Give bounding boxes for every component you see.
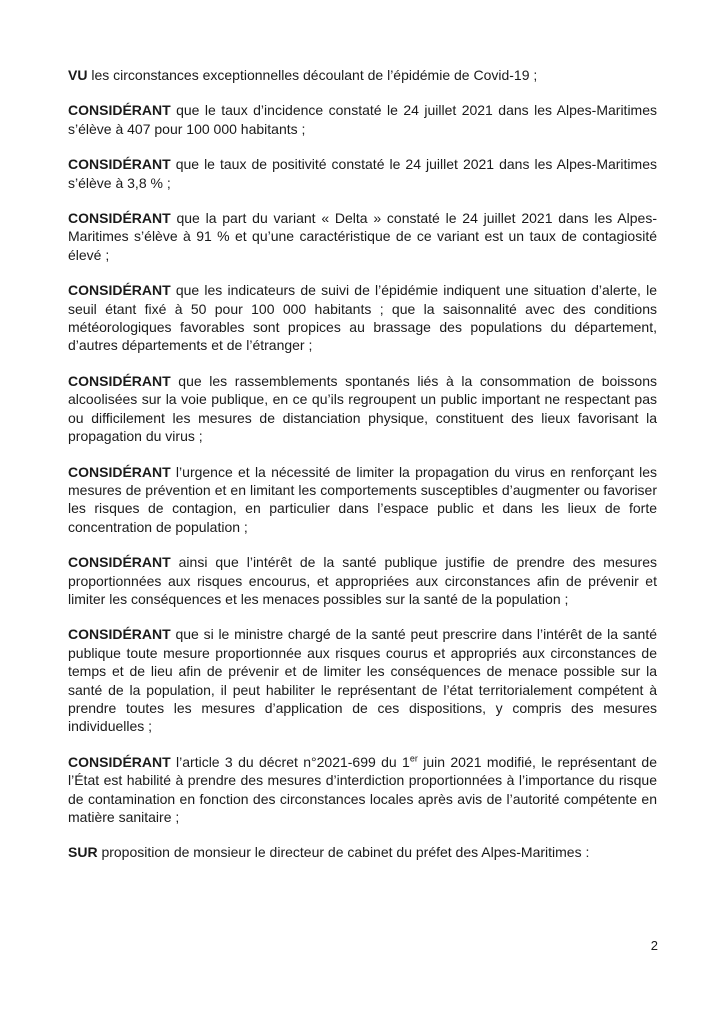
paragraph-keyword: CONSIDÉRANT: [68, 210, 171, 227]
paragraph-considerant-ministre: [68, 625, 657, 735]
paragraph-considerant-sante-publique: [68, 553, 657, 608]
paragraph-text: que les indicateurs de suivi de l’épidémie indiquent une situation d’alerte, le seuil étant fixé à 50 pour 100 000 habitants ; que la saisonnalité avec des conditions météorologiques favorables sont propices au brassage des populations du département, d’autres départements et de l’étranger ;: [68, 282, 657, 354]
paragraph-keyword: CONSIDÉRANT: [68, 463, 171, 480]
paragraph-keyword: CONSIDÉRANT: [68, 282, 171, 299]
paragraph-considerant-delta: [68, 209, 657, 264]
paragraph-text: ainsi que l’intérêt de la santé publique justifie de prendre des mesures proportionnées aux risques encourus, et appropriées aux circonstances afin de prévenir et limiter les conséquences et les menaces possibles sur la santé de la population ;: [68, 554, 657, 607]
paragraph-considerant-decret: [68, 753, 657, 827]
paragraph-keyword: CONSIDÉRANT: [68, 372, 171, 389]
paragraph-keyword: CONSIDÉRANT: [68, 156, 171, 173]
paragraph-text: juin 2021 modifié, le représentant de l’État est habilité à prendre des mesures d’interdiction proportionnées à l’importance du risque de contamination en fonction des circonstances locales après avis de l’autorité compétente en matière sanitaire ;: [68, 753, 657, 825]
paragraph-considerant-incidence: [68, 101, 657, 138]
paragraph-text: que le taux d’incidence constaté le 24 juillet 2021 dans les Alpes-Maritimes s’élève à 407 pour 100 000 habitants ;: [68, 102, 657, 137]
paragraph-keyword: CONSIDÉRANT: [68, 102, 171, 119]
superscript: er: [409, 753, 418, 764]
paragraph-keyword: VU: [68, 67, 88, 83]
paragraph-considerant-positivite: [68, 155, 657, 192]
paragraph-considerant-indicateurs: [68, 281, 657, 355]
page-number: 2: [650, 938, 658, 953]
paragraph-text: l’article 3 du décret n°2021-699 du 1: [170, 753, 410, 770]
paragraph-keyword: SUR: [68, 844, 98, 861]
paragraph-keyword: CONSIDÉRANT: [68, 753, 171, 770]
paragraph-text: que les rassemblements spontanés liés à la consommation de boissons alcoolisées sur la voie publique, en ce qu’ils regroupent un public important ne respectant pas ou difficilement les mesures de distanciation physique, constituent des lieux favorisant la propagation du virus ;: [68, 372, 657, 445]
paragraph-text: les circonstances exceptionnelles découlant de l’épidémie de Covid-19 ;: [87, 67, 538, 83]
paragraph-text: proposition de monsieur le directeur de cabinet du préfet des Alpes-Maritimes :: [97, 844, 590, 861]
paragraph-text: que le taux de positivité constaté le 24 juillet 2021 dans les Alpes-Maritimes s’élève à 3,8 % ;: [68, 156, 657, 191]
paragraph-sur-proposition: [68, 843, 657, 861]
paragraph-considerant-rassemblements: [68, 372, 657, 446]
paragraph-vu: [68, 66, 657, 84]
paragraph-text: que la part du variant « Delta » constaté le 24 juillet 2021 dans les Alpes-Maritimes s’élève à 91 % et qu’une caractéristique de ce variant est un taux de contagiosité élevé ;: [68, 210, 657, 263]
paragraph-text: l’urgence et la nécessité de limiter la propagation du virus en renforçant les mesures de prévention et en limitant les comportements susceptibles d’augmenter ou favoriser les risques de contagion, en particulier dans l’espace public et dans les lieux de forte concentration de population ;: [68, 463, 657, 535]
paragraph-keyword: CONSIDÉRANT: [68, 626, 171, 643]
paragraph-keyword: CONSIDÉRANT: [68, 554, 171, 571]
document-page: [68, 66, 657, 879]
paragraph-considerant-urgence: [68, 463, 657, 537]
paragraph-text: que si le ministre chargé de la santé peut prescrire dans l’intérêt de la santé publique toute mesure proportionnée aux risques courus et appropriés aux circonstances de temps et de lieu afin de prévenir et de limiter les conséquences de menace possible sur la santé de la population, il peut habiliter le représentant de l’état territorialement compétent à prendre toutes les mesures d’application de ces dispositions, y compris des mesures individuelles ;: [68, 626, 657, 735]
